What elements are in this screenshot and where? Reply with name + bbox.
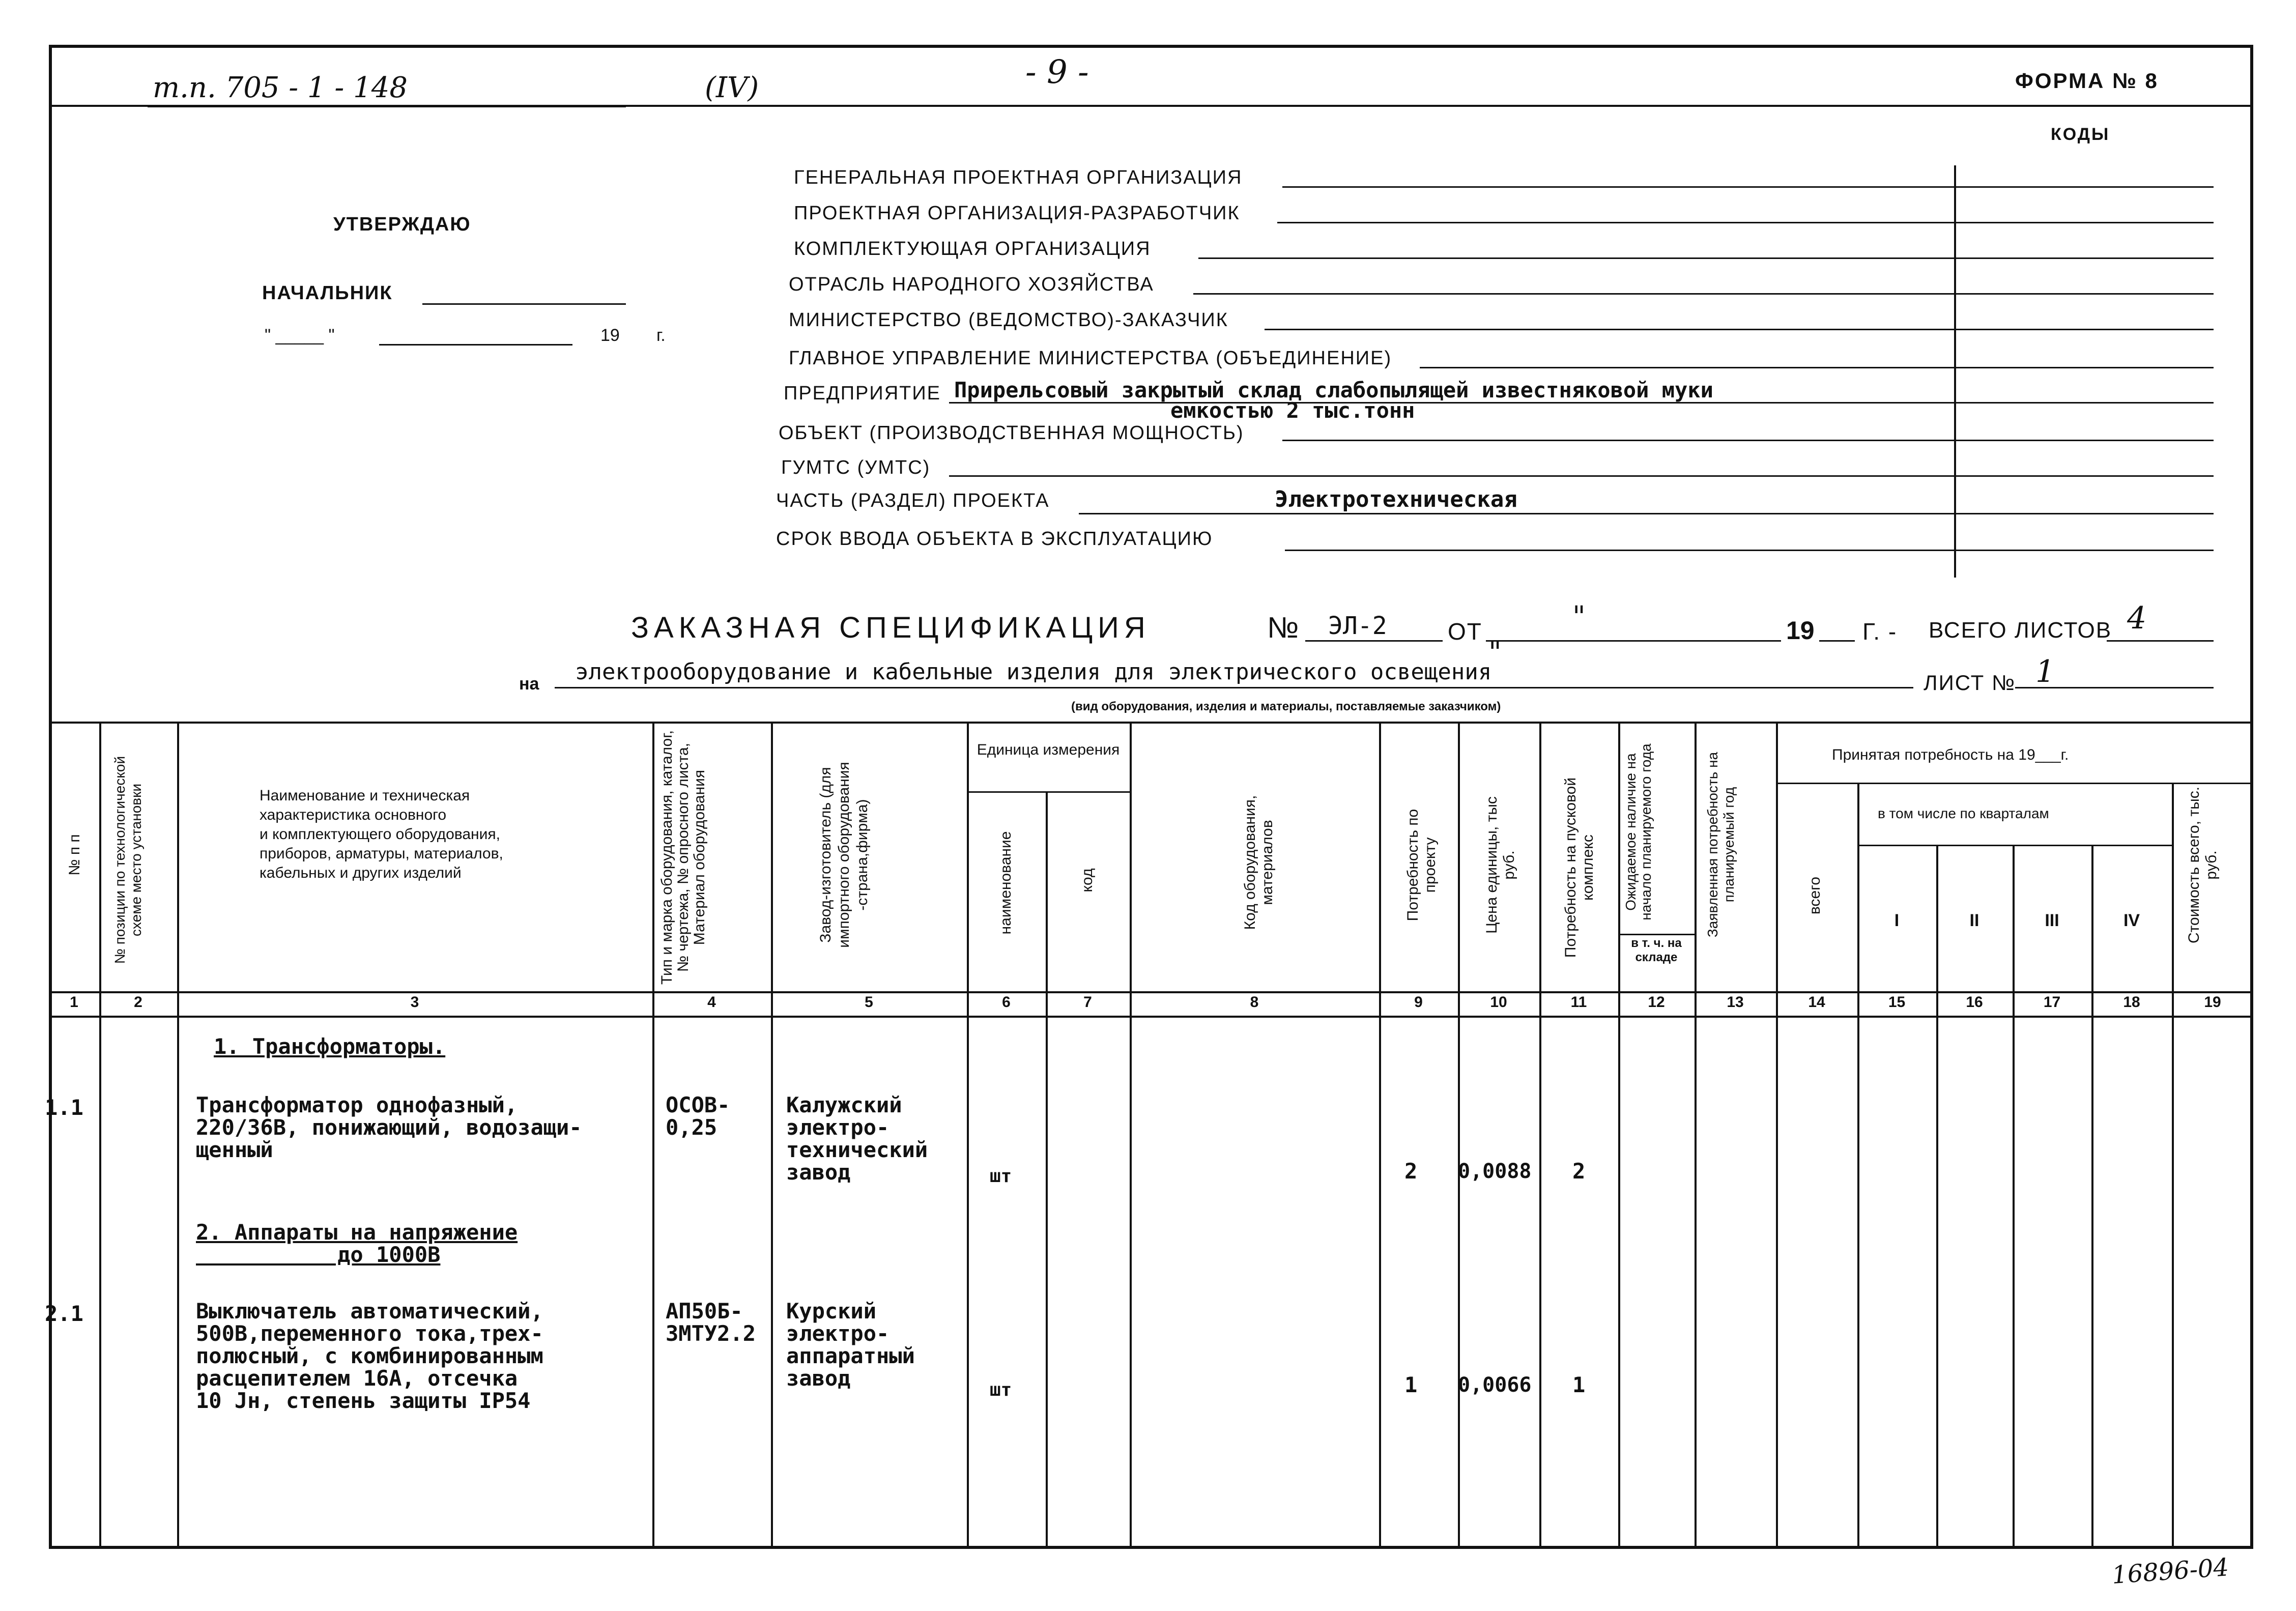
col-number-5: 5 (865, 994, 873, 1011)
col-border-5 (967, 722, 969, 1549)
field-supplier-org-line (1198, 235, 2214, 259)
col-number-15: 15 (1888, 994, 1906, 1011)
col-border-1 (99, 722, 101, 1549)
col-number-9: 9 (1414, 994, 1423, 1011)
field-object-label: ОБЪЕКТ (ПРОИЗВОДСТВЕННАЯ МОЩНОСТЬ) (779, 422, 1244, 444)
col-number-6: 6 (1002, 994, 1011, 1011)
col-number-13: 13 (1727, 994, 1744, 1011)
col-border-16 (2013, 845, 2015, 1549)
header-type-text: Тип и марка оборудования, каталог, № чертежа, № опросного листа, Материал оборудования (658, 730, 708, 985)
total-sheets-value: 4 (2127, 600, 2147, 636)
header-quarters-group: в том числе по кварталам (1878, 806, 2049, 821)
col-border-17 (2091, 845, 2093, 1549)
row-1-name: Трансформатор однофазный, 220/36В, понижающий, водозащи- щенный (196, 1092, 582, 1162)
col-number-4: 4 (707, 994, 716, 1011)
header-launch (1562, 753, 1597, 982)
col-number-14: 14 (1808, 994, 1825, 1011)
field-ministry-label: МИНИСТЕРСТВО (ВЕДОМСТВО)-ЗАКАЗЧИК (789, 309, 1228, 331)
codes-label: КОДЫ (2051, 125, 2110, 144)
total-sheets-line (2107, 611, 2214, 642)
header-expected-text: Ожидаемое наличие на начало планируемого года (1623, 743, 1654, 920)
spec-subject-line (555, 660, 1913, 688)
field-object-line (1282, 417, 2214, 441)
col-number-3: 3 (410, 994, 419, 1011)
accepted-divider (1776, 783, 2253, 784)
field-industry-label: ОТРАСЛЬ НАРОДНОГО ХОЗЯЙСТВА (789, 274, 1154, 295)
row-2-quantity: 1 (1404, 1372, 1418, 1397)
row-1-number: 1.1 (45, 1095, 83, 1120)
col-number-2: 2 (134, 994, 142, 1011)
col-border-10 (1539, 722, 1541, 1549)
spec-subject: электрооборудование и кабельные изделия для электрического освещения (575, 659, 1492, 685)
col-number-7: 7 (1083, 994, 1092, 1011)
header-item-name-line-4: приборов, арматуры, материалов, (260, 845, 503, 862)
row-2-name: Выключатель автоматический, 500В,переменного тока,трех- полюсный, с комбинированным расцепителем 16А, отсечка 10 Jн, степень защиты IP54 (196, 1299, 543, 1413)
header-stock (1618, 936, 1695, 965)
spec-number: ЭЛ-2 (1328, 612, 1387, 640)
row-2-launch: 1 (1572, 1372, 1586, 1397)
header-required-text: Потребность по проекту (1404, 809, 1439, 922)
col-number-19: 19 (2204, 994, 2221, 1011)
approval-date: " _____ " (265, 326, 335, 345)
spec-number-label: № (1267, 611, 1299, 644)
header-unit-code: код (1079, 868, 1096, 893)
field-gumts-line (949, 453, 2214, 477)
column-numbers-top (49, 991, 2253, 993)
chief-label: НАЧАЛЬНИК (262, 282, 393, 304)
header-item-name-line-2: характеристика основного (260, 807, 447, 823)
total-sheets-label: ВСЕГО ЛИСТОВ (1929, 618, 2112, 643)
section-transformers: 1. Трансформаторы. (214, 1034, 446, 1059)
header-maker-text: Завод-изготовитель (для импортного оборудования -страна,фирма) (817, 762, 871, 948)
spec-date-quote: " (1572, 600, 1586, 634)
stock-divider (1618, 934, 1695, 935)
chief-signature-line (422, 285, 626, 305)
header-position-text: № позиции по технологической схеме место установки (112, 756, 144, 964)
header-cost-text: Стоимость всего, тыс. руб. (2186, 786, 2220, 944)
field-commissioning-line (1285, 526, 2214, 551)
top-strip-line (49, 105, 2253, 107)
col-border-9 (1458, 722, 1460, 1549)
spec-on-label: на (519, 674, 539, 694)
header-quarter-1: I (1894, 911, 1900, 930)
header-item-name-line-1: Наименование и техническая (260, 787, 470, 804)
header-launch-text: Потребность на пусковой комплекс (1562, 777, 1596, 958)
header-declared (1705, 738, 1737, 952)
col-border-7 (1130, 722, 1132, 1549)
field-commissioning-label: СРОК ВВОДА ОБЪЕКТА В ЭКСПЛУАТАЦИЮ (776, 528, 1213, 550)
field-general-org-line (1282, 164, 2214, 188)
sheet-value: 1 (2035, 654, 2055, 689)
col-border-12 (1695, 722, 1697, 1549)
header-unit-group (967, 740, 1130, 760)
field-enterprise-value: Прирельсовый закрытый склад слабопылящей известняковой муки (954, 378, 1713, 402)
col-number-17: 17 (2043, 994, 2061, 1011)
field-enterprise-line (949, 380, 2214, 404)
row-1-maker: Калужский электро- технический завод (786, 1092, 928, 1185)
col-border-8 (1379, 722, 1381, 1549)
header-stock-text: в т. ч. на складе (1631, 936, 1682, 964)
units-divider (967, 791, 1130, 793)
col-border-4 (771, 722, 773, 1549)
approval-year: 19 (600, 326, 620, 345)
header-quarter-2: II (1969, 911, 1979, 930)
sheet-label: ЛИСТ № (1924, 671, 2016, 695)
field-enterprise-label: ПРЕДПРИЯТИЕ (784, 383, 941, 404)
header-quarter-3: III (2045, 911, 2059, 930)
sheet-line (2015, 660, 2214, 688)
col-border-6 (1046, 791, 1048, 1549)
row-2-price: 0,0066 (1458, 1373, 1532, 1397)
archive-stamp: 16896-04 (2111, 1553, 2230, 1590)
col-border-14 (1857, 783, 1859, 1549)
page-number: - 9 - (1025, 53, 1089, 91)
header-expected (1623, 735, 1654, 929)
row-1-launch: 2 (1572, 1159, 1586, 1184)
row-2-unit: шт (990, 1379, 1012, 1400)
approve-label: УТВЕРЖДАЮ (333, 214, 471, 235)
col-border-15 (1936, 845, 1938, 1549)
spec-year-line (1819, 611, 1855, 642)
spec-year-suffix: Г. - (1862, 618, 1898, 645)
header-item-name-line-5: кабельных и других изделий (260, 865, 462, 881)
codes-divider (1954, 165, 1956, 578)
col-number-1: 1 (70, 994, 78, 1011)
document-reference: т.п. 705 - 1 - 148 (153, 71, 408, 104)
row-1-quantity: 2 (1404, 1159, 1418, 1184)
header-declared-text: Заявленная потребность на планируемый год (1705, 752, 1737, 938)
spec-number-line (1305, 611, 1443, 642)
field-ministry-line (1265, 306, 2214, 330)
header-total: всего (1806, 876, 1823, 915)
spec-title: ЗАКАЗНАЯ СПЕЦИФИКАЦИЯ (631, 611, 1151, 644)
header-quarter-4: IV (2123, 911, 2140, 930)
col-number-10: 10 (1490, 994, 1507, 1011)
header-unit-price-text: Цена единицы, тыс руб. (1483, 796, 1517, 934)
col-border-18 (2172, 783, 2174, 1549)
row-1-type: ОСОВ- 0,25 (666, 1092, 730, 1140)
header-equipment-code-text: Код оборудования, материалов (1242, 795, 1276, 930)
field-general-org-label: ГЕНЕРАЛЬНАЯ ПРОЕКТНАЯ ОРГАНИЗАЦИЯ (794, 167, 1243, 188)
header-item-name (260, 786, 503, 883)
col-number-18: 18 (2123, 994, 2140, 1011)
column-numbers-bottom (49, 1016, 2253, 1018)
col-number-12: 12 (1648, 994, 1665, 1011)
header-equipment-code (1242, 751, 1276, 974)
header-type (659, 730, 708, 985)
approval-date-line (379, 326, 572, 346)
header-item-name-line-3: и комплектующего оборудования, (260, 826, 500, 843)
field-main-dept-label: ГЛАВНОЕ УПРАВЛЕНИЕ МИНИСТЕРСТВА (ОБЪЕДИНЕНИЕ) (789, 348, 1392, 369)
spec-subject-quote: " (1488, 636, 1502, 669)
row-2-type: АП50Б- 3МТУ2.2 (666, 1299, 756, 1346)
form-number: ФОРМА № 8 (2015, 69, 2159, 93)
field-project-part-label: ЧАСТЬ (РАЗДЕЛ) ПРОЕКТА (776, 490, 1050, 511)
col-number-8: 8 (1250, 994, 1259, 1011)
field-main-dept-line (1420, 344, 2214, 368)
header-required (1404, 789, 1439, 941)
header-unit-group-text: Единица измерения (977, 741, 1120, 758)
row-1-unit: шт (990, 1166, 1012, 1187)
approval-year-suffix: г. (656, 326, 666, 345)
section-apparatus: 2. Аппараты на напряжение до 1000В (196, 1220, 518, 1267)
header-accepted-group: Принятая потребность на 19___г. (1832, 746, 2069, 763)
header-maker (817, 743, 872, 967)
header-unit-name: наименование (997, 831, 1014, 935)
header-row-number: № п п (66, 834, 83, 876)
header-cost (2186, 784, 2220, 946)
field-project-part-line (1079, 490, 2214, 514)
spec-subject-caption: (вид оборудования, изделия и материалы, поставляемые заказчиком) (1071, 700, 1501, 713)
field-project-part-value: Электротехническая (1275, 486, 1517, 512)
field-industry-line (1193, 271, 2214, 295)
field-gumts-label: ГУМТС (УМТС) (781, 457, 931, 478)
spec-from-label: ОТ (1448, 618, 1482, 645)
table-top-border (49, 722, 2253, 724)
row-2-maker: Курский электро- аппаратный завод (786, 1299, 915, 1391)
field-supplier-org-label: КОМПЛЕКТУЮЩАЯ ОРГАНИЗАЦИЯ (794, 238, 1151, 260)
col-number-16: 16 (1966, 994, 1983, 1011)
col-border-3 (652, 722, 654, 1549)
col-border-2 (177, 722, 179, 1549)
quarters-divider (1857, 845, 2172, 846)
header-unit-price (1483, 789, 1518, 941)
header-position (112, 738, 145, 982)
row-1-price: 0,0088 (1458, 1160, 1532, 1183)
volume-mark: (IV) (705, 71, 759, 104)
field-designer-org-line (1277, 199, 2214, 223)
col-border-13 (1776, 722, 1778, 1549)
spec-year: 19 (1786, 616, 1815, 645)
col-number-11: 11 (1570, 994, 1587, 1011)
col-border-11 (1618, 722, 1620, 1549)
field-object-value: емкостью 2 тыс.тонн (1170, 398, 1415, 423)
row-2-number: 2.1 (45, 1301, 83, 1326)
field-designer-org-label: ПРОЕКТНАЯ ОРГАНИЗАЦИЯ-РАЗРАБОТЧИК (794, 203, 1240, 224)
spec-date-line (1486, 611, 1781, 642)
